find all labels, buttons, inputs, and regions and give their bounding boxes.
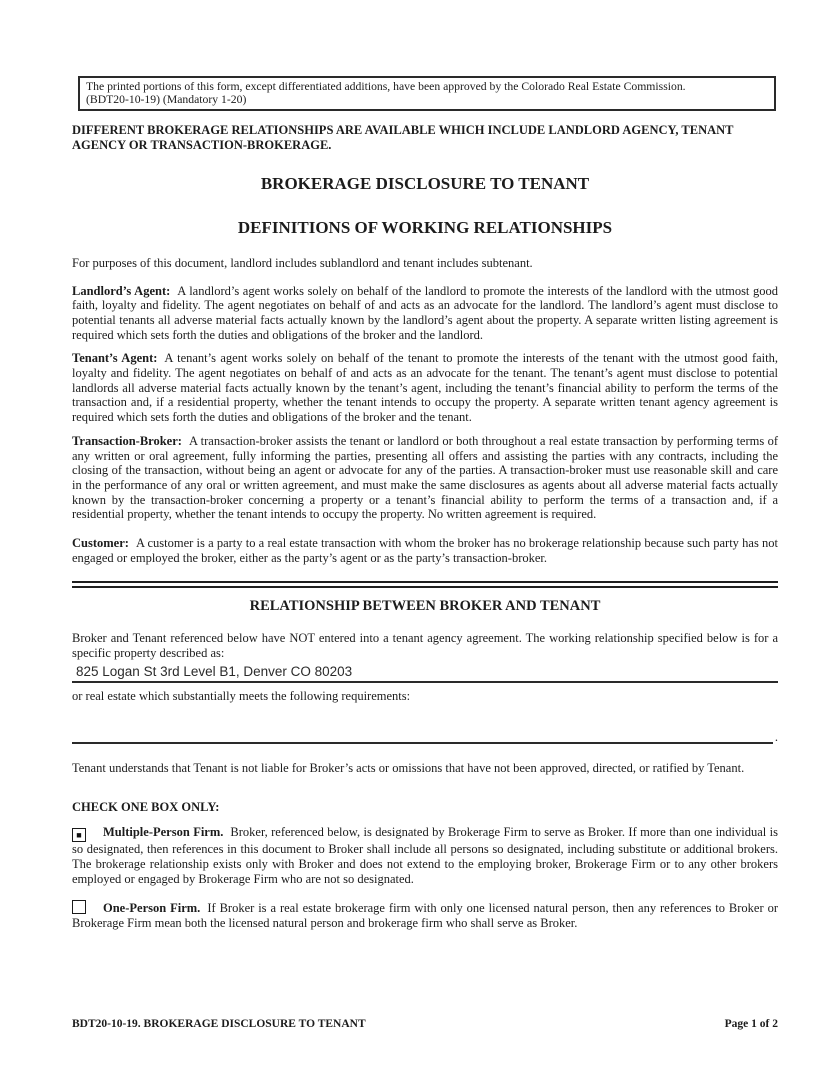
form-subtitle: DEFINITIONS OF WORKING RELATIONSHIPS: [237, 217, 613, 237]
approval-box-line1: The printed portions of this form, except differentiated additions, have been approved by the Colorado Real Estate Commission.: [86, 80, 686, 93]
definition-term: Customer:: [72, 536, 129, 551]
definition-landlords-agent: [72, 284, 778, 343]
definition-term: Landlord’s Agent:: [72, 283, 171, 298]
footer-form-id: BDT20-10-19. BROKERAGE DISCLOSURE TO TENANT: [72, 1018, 366, 1030]
intro-text: For purposes of this document, landlord includes sublandlord and tenant includes subtenant.: [72, 255, 533, 270]
brokerage-relationships-notice: DIFFERENT BROKERAGE RELATIONSHIPS ARE AVAILABLE WHICH INCLUDE LANDLORD AGENCY, TENANT AGENCY OR TRANSACTION-BROKERAGE.: [72, 123, 734, 153]
definition-text: A transaction-broker assists the tenant or landlord or both throughout a real estate transaction by performing terms of any written or oral agreement, fully informing the parties, presenting all offers and assisting the parties with any contracts, including the closing of the transaction, without being an agent or advocate for any of the parties. A transaction-broker must use reasonable skill and care in the performance of any oral or written agreement, and must make the same disclosures as agents about all adverse material facts actually known by the transaction-broker concerning a property or a tenant’s financial ability to perform the terms of a transaction and, if a residential property, whether the tenant intends to occupy the property. No written agreement is required.: [72, 433, 778, 522]
checkbox-multiple-person-firm[interactable]: ■: [72, 828, 86, 842]
property-address-field[interactable]: 825 Logan St 3rd Level B1, Denver CO 80203: [72, 661, 778, 683]
definition-text: A landlord’s agent works solely on behalf of the landlord to promote the interests of the landlord with the utmost good faith, loyalty and fidelity. The agent negotiates on behalf of and acts as an advocate for the landlord. The landlord’s agent must disclose to potential tenants all adverse material facts actually known by the landlord’s agent about the property. A separate written listing agreement is required which sets forth the duties and obligations of the broker and the landlord.: [72, 283, 778, 342]
option-one-person-firm: [72, 900, 778, 930]
blank-line-period: .: [774, 729, 778, 744]
or-requirements-text: or real estate which substantially meets the following requirements:: [72, 688, 411, 703]
relationship-intro: Broker and Tenant referenced below have NOT entered into a tenant agency agreement. The working relationship specified below is for a specific property described as:: [72, 631, 778, 661]
option-text: If Broker is a real estate brokerage firm with only one licensed natural person, then any references to Broker or Brokerage Firm mean both the licensed natural person and brokerage firm who shall serve as Broker.: [72, 901, 778, 930]
liability-text: Tenant understands that Tenant is not liable for Broker’s acts or omissions that have not been approved, directed, or ratified by Tenant.: [72, 761, 745, 776]
option-label: Multiple-Person Firm.: [103, 824, 224, 839]
definition-text: A customer is a party to a real estate transaction with whom the broker has no brokerage relationship because such party has not engaged or employed the broker, either as the party’s agent or as the party’s transaction-broker.: [72, 536, 778, 565]
definition-transaction-broker: [72, 434, 778, 522]
option-multiple-person-firm: [72, 825, 778, 887]
page-footer: [72, 1017, 778, 1032]
requirements-blank-field[interactable]: [72, 730, 773, 744]
definition-tenants-agent: [72, 351, 778, 425]
definition-term: Tenant’s Agent:: [72, 351, 158, 366]
approval-box-line2: (BDT20-10-19) (Mandatory 1-20): [86, 93, 247, 107]
definition-text: A tenant’s agent works solely on behalf of the tenant to promote the interests of the tenant with the utmost good faith, loyalty and fidelity. The agent negotiates on behalf of and acts as an advocate for the tenant. The tenant’s agent must disclose to potential landlords all adverse material facts actually known by the tenant’s agent, including the tenant’s financial ability to perform the terms of the transaction and, if a residential property, whether the tenant intends to occupy the property. A separate written tenant agency agreement is required which sets forth the duties and obligations of the broker and the tenant.: [72, 351, 778, 425]
option-text: Broker, referenced below, is designated by Brokerage Firm to serve as Broker. If more than one individual is so designated, then references in this document to Broker shall include all persons so designated, including substitute or additional brokers. The brokerage relationship exists only with Broker and does not extend to the employing broker, Brokerage Firm or to any other brokers employed or engaged by Brokerage Firm who are not so designated.: [72, 824, 778, 886]
section-divider: [72, 581, 778, 588]
footer-page-number: Page 1 of 2: [724, 1018, 778, 1030]
form-title: BROKERAGE DISCLOSURE TO TENANT: [260, 173, 590, 193]
requirements-blank-row: [72, 730, 778, 745]
option-label: One-Person Firm.: [103, 901, 201, 916]
check-one-box-instruction: CHECK ONE BOX ONLY:: [72, 799, 220, 814]
checkbox-one-person-firm[interactable]: [72, 900, 86, 914]
definition-term: Transaction-Broker:: [72, 433, 182, 448]
section-heading: RELATIONSHIP BETWEEN BROKER AND TENANT: [249, 598, 601, 615]
definition-customer: [72, 536, 778, 565]
approval-box: [78, 76, 776, 111]
